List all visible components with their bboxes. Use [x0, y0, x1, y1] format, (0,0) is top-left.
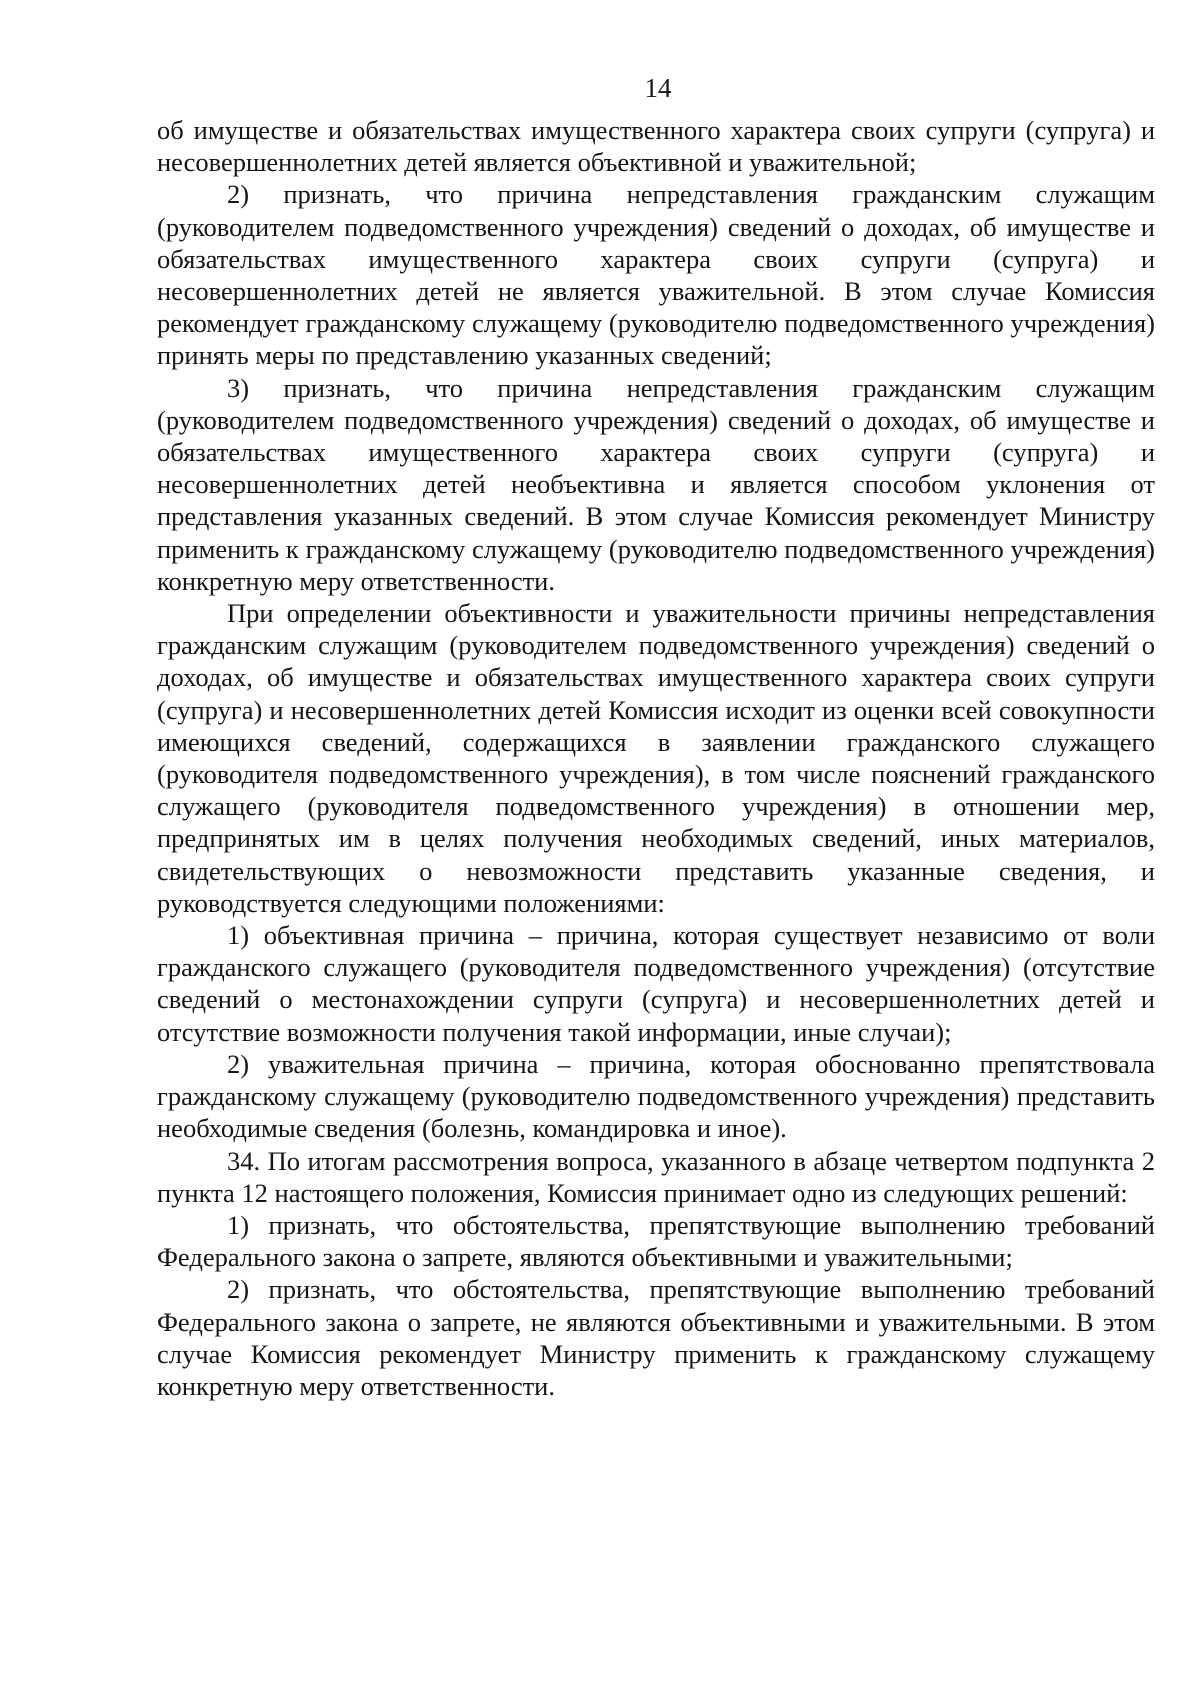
paragraph-continuation: об имуществе и обязательствах имущественного характера своих супруги (супруга) и несовершеннолетних детей является объективной и уважительной; [157, 115, 1155, 178]
paragraph-item-2-not-valid-reason: 2) признать, что причина непредставления гражданским служащим (руководителем подведомственного учреждения) сведений о доходах, об имуществе и обязательствах имущественного характера своих супруги (супруга) и несовершеннолетних детей не является уважительной. В этом случае Комиссия рекомендует гражданскому служащему (руководителю подведомственного учреждения) принять меры по представлению указанных сведений; [157, 179, 1155, 371]
paragraph-valid-reason-definition: 2) уважительная причина – причина, которая обоснованно препятствовала гражданскому служащему (руководителю подведомственного учреждения) представить необходимые сведения (болезнь, командировка и иное). [157, 1048, 1155, 1144]
page-number: 14 [644, 73, 672, 103]
paragraph-decision-2: 2) признать, что обстоятельства, препятствующие выполнению требований Федерального закона о запрете, не являются объективными и уважительными. В этом случае Комиссия рекомендует Министру применить к гражданскому служащему конкретную меру ответственности. [157, 1274, 1155, 1401]
paragraph-decision-1: 1) признать, что обстоятельства, препятствующие выполнению требований Федерального закона о запрете, являются объективными и уважительными; [157, 1209, 1155, 1273]
document-body [157, 114, 1155, 1402]
paragraph-objective-reason-definition: 1) объективная причина – причина, которая существует независимо от воли гражданского служащего (руководителя подведомственного учреждения) (отсутствие сведений о местонахождении супруги (супруга) и несовершеннолетних детей и отсутствие возможности получения такой информации, иные случаи); [157, 920, 1155, 1047]
paragraph-determination-criteria: При определении объективности и уважительности причины непредставления гражданским служащим (руководителем подведомственного учреждения) сведений о доходах, об имуществе и обязательствах имущественного характера своих супруги (супруга) и несовершеннолетних детей Комиссия исходит из оценки всей совокупности имеющихся сведений, содержащихся в заявлении гражданского служащего (руководителя подведомственного учреждения), в том числе пояснений гражданского служащего (руководителя подведомственного учреждения) в отношении мер, предпринятых им в целях получения необходимых сведений, иных материалов, свидетельствующих о невозможности представить указанные сведения, и руководствуется следующими положениями: [157, 598, 1155, 918]
paragraph-item-34: 34. По итогам рассмотрения вопроса, указанного в абзаце четвертом подпункта 2 пункта 12 настоящего положения, Комиссия принимает одно из следующих решений: [157, 1145, 1155, 1208]
paragraph-item-3-non-objective-reason: 3) признать, что причина непредставления гражданским служащим (руководителем подведомственного учреждения) сведений о доходах, об имуществе и обязательствах имущественного характера своих супруги (супруга) и несовершеннолетних детей необъективна и является способом уклонения от представления указанных сведений. В этом случае Комиссия рекомендует Министру применить к гражданскому служащему (руководителю подведомственного учреждения) конкретную меру ответственности. [157, 372, 1155, 596]
